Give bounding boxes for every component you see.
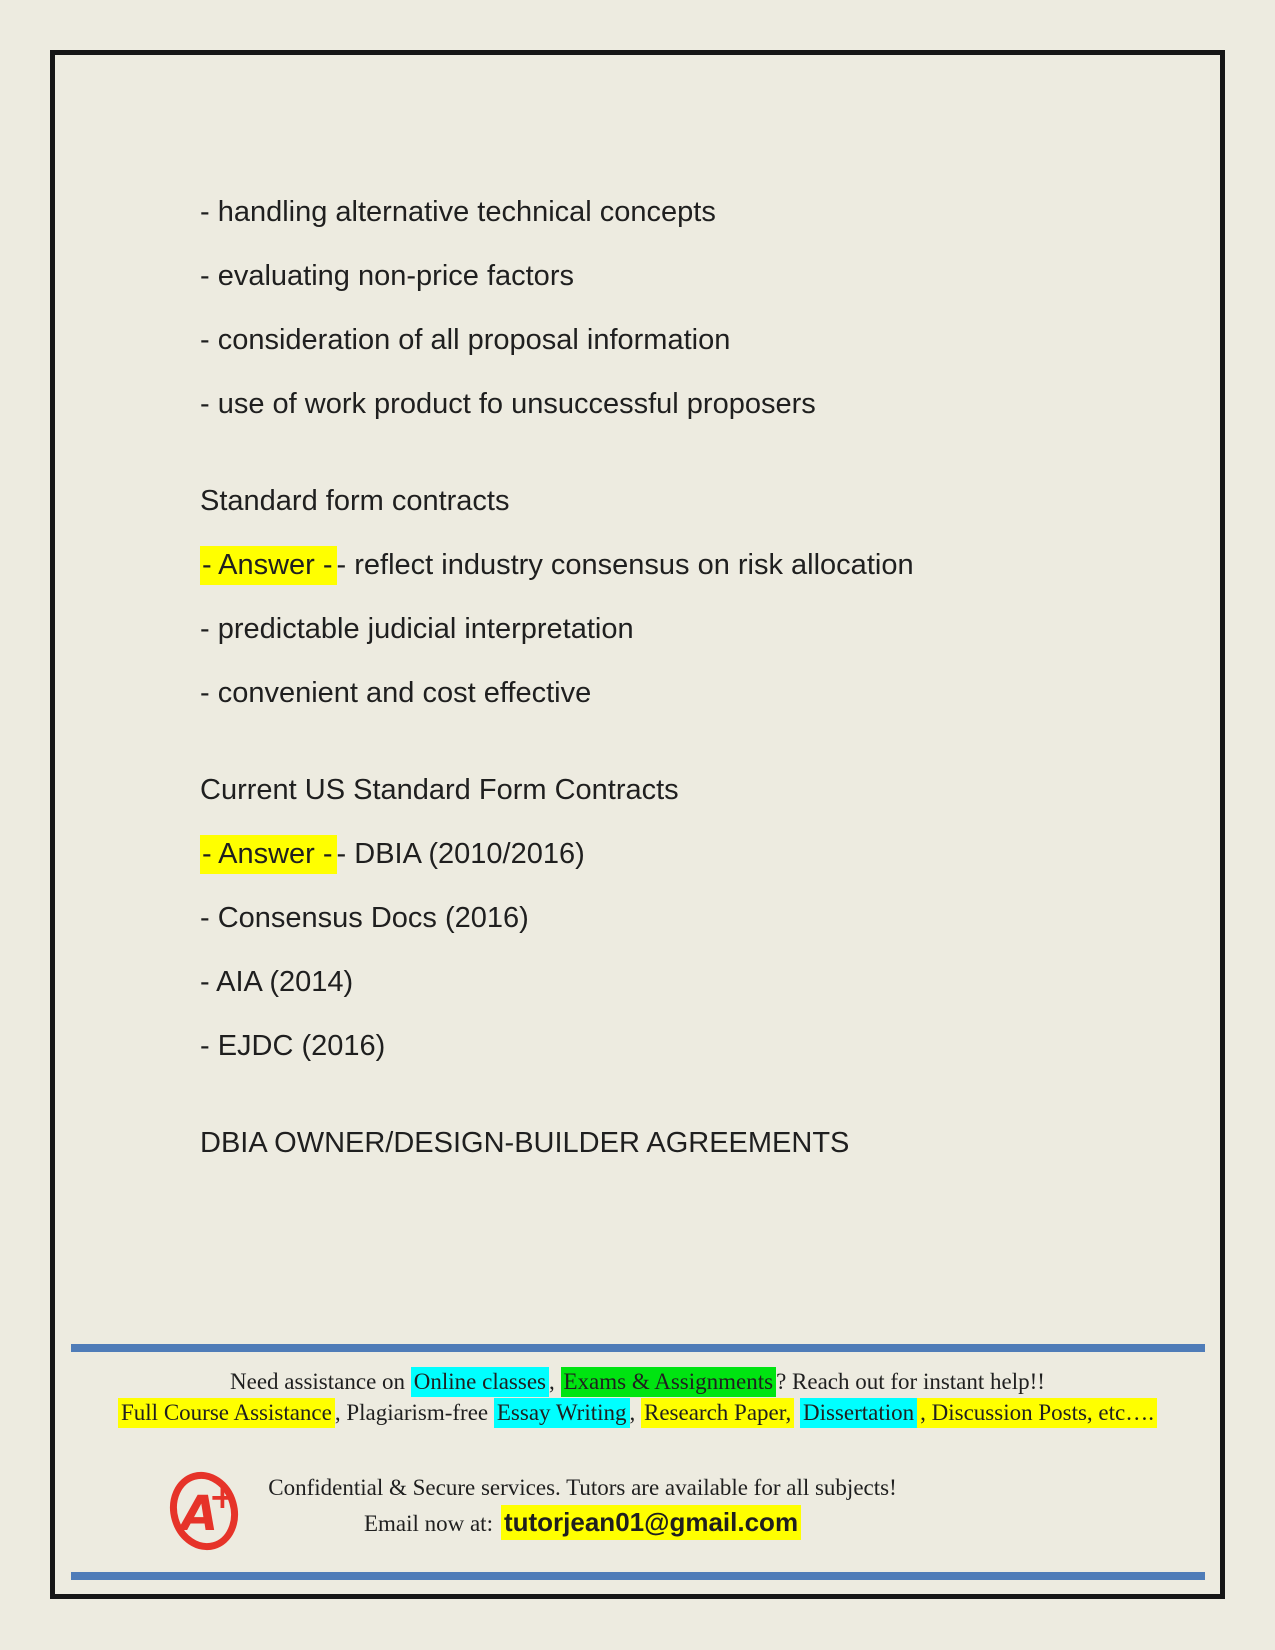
- note-text: - convenient and cost effective: [200, 677, 592, 709]
- note-line-work-product: [200, 388, 1200, 421]
- note-line-ejdc: [200, 1030, 1200, 1063]
- promo-highlight-research-paper: Research Paper,: [641, 1398, 794, 1428]
- footer-promo-line2: [0, 1399, 1275, 1427]
- note-text: - AIA (2014): [200, 966, 354, 998]
- note-text: - predictable judicial interpretation: [200, 613, 634, 645]
- promo-highlight-exams-assignments: Exams & Assignments: [561, 1367, 777, 1397]
- note-line-convenient: [200, 677, 1200, 710]
- email-address: tutorjean01@gmail.com: [501, 1505, 801, 1540]
- promo-text: Need assistance on: [230, 1369, 411, 1394]
- promo-text: ? Reach out for instant help!!: [776, 1369, 1045, 1394]
- note-line-evaluating: [200, 260, 1200, 293]
- footer-confidential-line: [0, 1474, 1220, 1502]
- note-text: - DBIA (2010/2016): [336, 838, 585, 870]
- note-text: - reflect industry consensus on risk allocation: [336, 549, 914, 581]
- answer-highlight: - Answer -: [200, 835, 337, 874]
- note-text: - EJDC (2016): [200, 1030, 386, 1062]
- heading-text: Current US Standard Form Contracts: [200, 774, 679, 806]
- note-line-predictable: [200, 613, 1200, 646]
- notes-content: [200, 196, 1200, 1191]
- heading-dbia-agreements: [200, 1127, 1200, 1160]
- promo-highlight-full-course: Full Course Assistance: [118, 1398, 335, 1428]
- note-line-handling: [200, 196, 1200, 229]
- heading-current-us-contracts: [200, 774, 1200, 807]
- answer-highlight: - Answer -: [200, 546, 337, 585]
- promo-text: ,: [629, 1400, 641, 1425]
- note-line-aia: [200, 966, 1200, 999]
- footer-promo-line1: [0, 1368, 1275, 1396]
- heading-text: Standard form contracts: [200, 485, 510, 517]
- note-line-consideration: [200, 324, 1200, 357]
- a-plus-logo-letter: A: [181, 1486, 219, 1542]
- note-text: - Consensus Docs (2016): [200, 902, 529, 934]
- note-text: - handling alternative technical concepts: [200, 196, 716, 228]
- promo-highlight-discussion-posts: , Discussion Posts, etc….: [917, 1398, 1157, 1428]
- promo-text: , Plagiarism-free: [334, 1400, 494, 1425]
- note-line-answer-risk: [200, 549, 1200, 582]
- note-line-consensus-docs: [200, 902, 1200, 935]
- confidential-text: Confidential & Secure services. Tutors are available for all subjects!: [268, 1475, 897, 1500]
- promo-highlight-online-classes: Online classes: [411, 1367, 549, 1397]
- heading-standard-form-contracts: [200, 485, 1200, 518]
- email-label: Email now at:: [363, 1511, 493, 1536]
- a-plus-logo-plus: +: [209, 1478, 236, 1516]
- note-text: - use of work product fo unsuccessful proposers: [200, 388, 816, 420]
- footer-divider-top: [71, 1344, 1205, 1352]
- note-text: - consideration of all proposal information: [200, 324, 731, 356]
- promo-highlight-essay-writing: Essay Writing: [494, 1398, 630, 1428]
- heading-text: DBIA OWNER/DESIGN-BUILDER AGREEMENTS: [200, 1127, 850, 1159]
- footer-divider-bottom: [71, 1572, 1205, 1580]
- promo-highlight-dissertation: Dissertation: [800, 1398, 917, 1428]
- note-text: - evaluating non-price factors: [200, 260, 574, 292]
- promo-text: ,: [549, 1369, 561, 1394]
- note-line-answer-dbia: [200, 838, 1200, 871]
- footer-email-line: [0, 1508, 1220, 1538]
